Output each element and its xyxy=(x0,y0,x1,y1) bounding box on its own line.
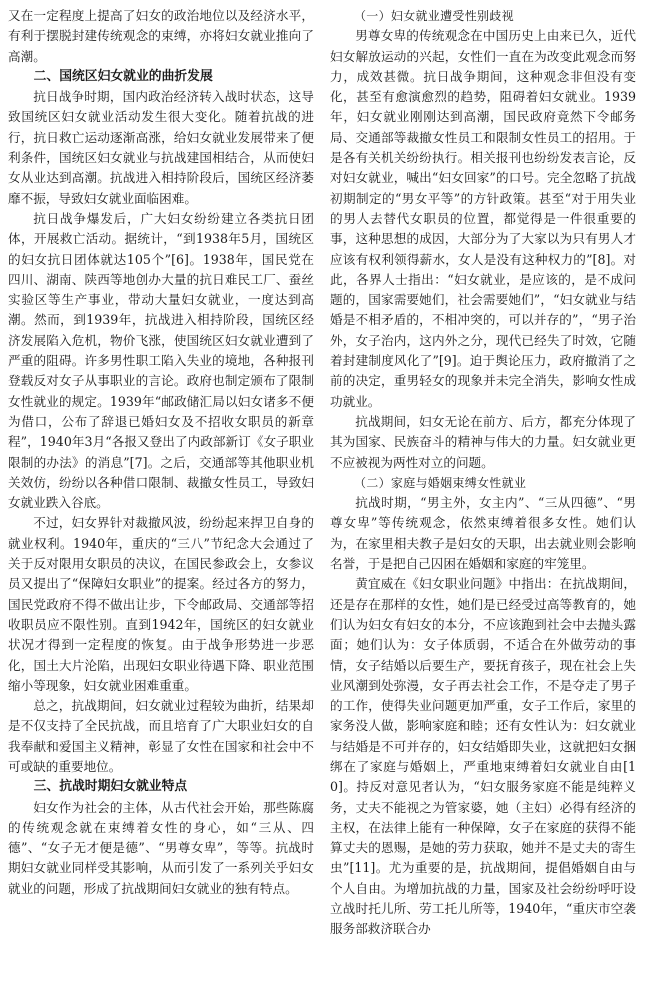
paragraph: 黄宜威在《妇女职业问题》中指出：在抗战期间，还是存在那样的女性，她们是已经受过高等教育的，她们认为妇女有妇女的本分，不应该跑到社会中去抛头露面；她们认为：女子体质弱，不适合在外做劳动的事情，女子结婚以后要生产，要抚育孩子，现在社会上失业风潮到处弥漫，女子再去社会工作，不是夺走了男子的工作，使得失业问题更加严重，女子工作后，家里的家务没人做，影响家庭和睦；还有女性认为：妇女就业与结婚是不可并存的，妇女结婚即失业，这就把妇女捆绑在了家庭与婚姻上，严重地束缚着妇女就业自由[10]。持反对意见者认为，“妇女服务家庭不能是纯粹义务，丈夫不能视之为管家婆，她（主妇）必得有经济的主权，在法律上能有一种保障，女子在家庭的获得不能算丈夫的恩赐，是她的劳力获取，她并不是丈夫的寄生虫”[11]。尤为重要的是，抗战期间，提倡婚姻自由与个人自由。为增加抗战的力量，国家及社会纷纷呼吁设立战时托儿所、劳工托儿所等，1940年，“重庆市空袭服务部救济联合办 xyxy=(330,576,636,937)
right-column xyxy=(330,6,636,940)
left-column xyxy=(8,6,314,899)
paragraph: 妇女作为社会的主体，从古代社会开始，那些陈腐的传统观念就在束缚着女性的身心，如“三从、四德”、“女子无才便是德”、“男尊女卑”，等等。抗战时期妇女就业同样受其影响，从而引发了一系列关乎妇女就业的问题，形成了抗战期间妇女就业的独有特点。 xyxy=(8,799,314,896)
paragraph: 抗战期间，妇女无论在前方、后方，都充分体现了其为国家、民族奋斗的精神与伟大的力量。妇女就业更不应被视为两性对立的问题。 xyxy=(330,413,636,470)
subsection-heading-1: （一）妇女就业遭受性别歧视 xyxy=(354,9,514,23)
paragraph: 抗日战争时期，国内政治经济转入战时状态，这导致国统区妇女就业活动发生很大变化。随着抗战的进行，抗日救亡运动逐渐高涨，给妇女就业发展带来了便利条件，国统区妇女就业与抗战建国相结合，从而使妇女从业达到高潮。抗战进入相持阶段后，国统区经济萎靡不振，导致妇女就业面临困难。 xyxy=(8,89,314,206)
paragraph: 抗日战争爆发后，广大妇女纷纷建立各类抗日团体，开展救亡活动。据统计，“到1938年5月，国统区的妇女抗日团体就达105个”[6]。1938年，国民党在四川、湖南、陕西等地创办大量的抗日难民工厂、蚕丝实验区等生产事业，带动大量妇女就业，一度达到高潮。然而，到1939年，抗战进入相持阶段，国统区经济发展陷入危机，物价飞涨，使国统区妇女就业遭到了严重的阻碍。许多男性职工陷入失业的境地，各种报刊登载反对女子从事职业的言论。政府也制定颁布了限制女性就业的规定。1939年“邮政储汇局以妇女诸多不便为借口，公布了辞退已婚妇女及不招收女职员的新章程”，1940年3月“各报又登出了内政部新订《女子职业限制的办法》的消息”[7]。之后，交通部等其他职业机关效仿，纷纷以各种借口限制、裁撤女性员工，导致妇女就业跌入谷底。 xyxy=(8,210,314,511)
paragraph: 男尊女卑的传统观念在中国历史上由来已久，近代妇女解放运动的兴起，女性们一直在为改变此观念而努力，成效甚微。抗日战争期间，这种观念非但没有变化，甚至有愈演愈烈的趋势，阻碍着妇女就业。1939年，妇女就业刚刚达到高潮，国民政府竟然下令邮务局、交通部等裁撤女性员工和限制女性员工的招用。于是各有关机关纷纷执行。相关报刊也纷纷发表言论，反对妇女就业，喊出“妇女回家”的口号。完全忽略了抗战初期制定的“男女平等”的方针政策。甚至“对于用失业的男人去替代女职员的位置，都觉得是一件很重要的事，这种思想的成因，大部分为了大家以为只有男人才应该有权利领得薪水，女人是没有这种权力的”[8]。对此，各界人士指出：“妇女就业，是应该的，是不成问题的，国家需要她们，社会需要她们”，“妇女就业与结婚是不相矛盾的，不相冲突的，可以并存的”，“男子治外，女子治内，这内外之分，现代已经失了时效，它随着封建制度风化了”[9]。迫于舆论压力，政府撤消了之前的决定，重男轻女的现象并未完全消失，影响女性成功就业。 xyxy=(330,28,636,409)
section-heading-3: 三、抗战时期妇女就业特点 xyxy=(33,779,188,795)
section-heading-2: 二、国统区妇女就业的曲折发展 xyxy=(33,68,213,84)
subsection-heading-2: （二）家庭与婚姻束缚女性就业 xyxy=(354,475,527,490)
paragraph: 抗战时期，“男主外，女主内”、“三从四德”、“男尊女卑”等传统观念，依然束缚着很多女性。她们认为，在家里相夫教子是妇女的天职，出去就业则会影响名誉，于是把自己囚困在婚姻和家庭的牢笼里。 xyxy=(330,495,636,572)
paragraph: 总之，抗战期间，妇女就业过程较为曲折，结果却是不仅支持了全民抗战，而且培育了广大职业妇女的自我奉献和爱国主义精神，彰显了女性在国家和社会中不可或缺的重要地位。 xyxy=(8,698,314,774)
paragraph: 不过，妇女界针对裁撤风波，纷纷起来捍卫自身的就业权利。1940年，重庆的“三八”节纪念大会通过了关于反对限用女职员的决议，在国民参政会上，女参议员又提出了“保障妇女职业”的提案。经过各方的努力，国民党政府不得不做出让步，下令邮政局、交通部等招收职员应不限性别。直到1942年，国统区的妇女就业状况才得到一定程度的恢复。由于战争形势进一步恶化，国土大片沦陷，出现妇女职业待遇下降、职业范围缩小等现象，妇女就业困难重重。 xyxy=(8,515,314,693)
paragraph-continued: 又在一定程度上提高了妇女的政治地位以及经济水平，有利于摆脱封建传统观念的束缚，亦将妇女就业推向了高潮。 xyxy=(8,8,314,64)
